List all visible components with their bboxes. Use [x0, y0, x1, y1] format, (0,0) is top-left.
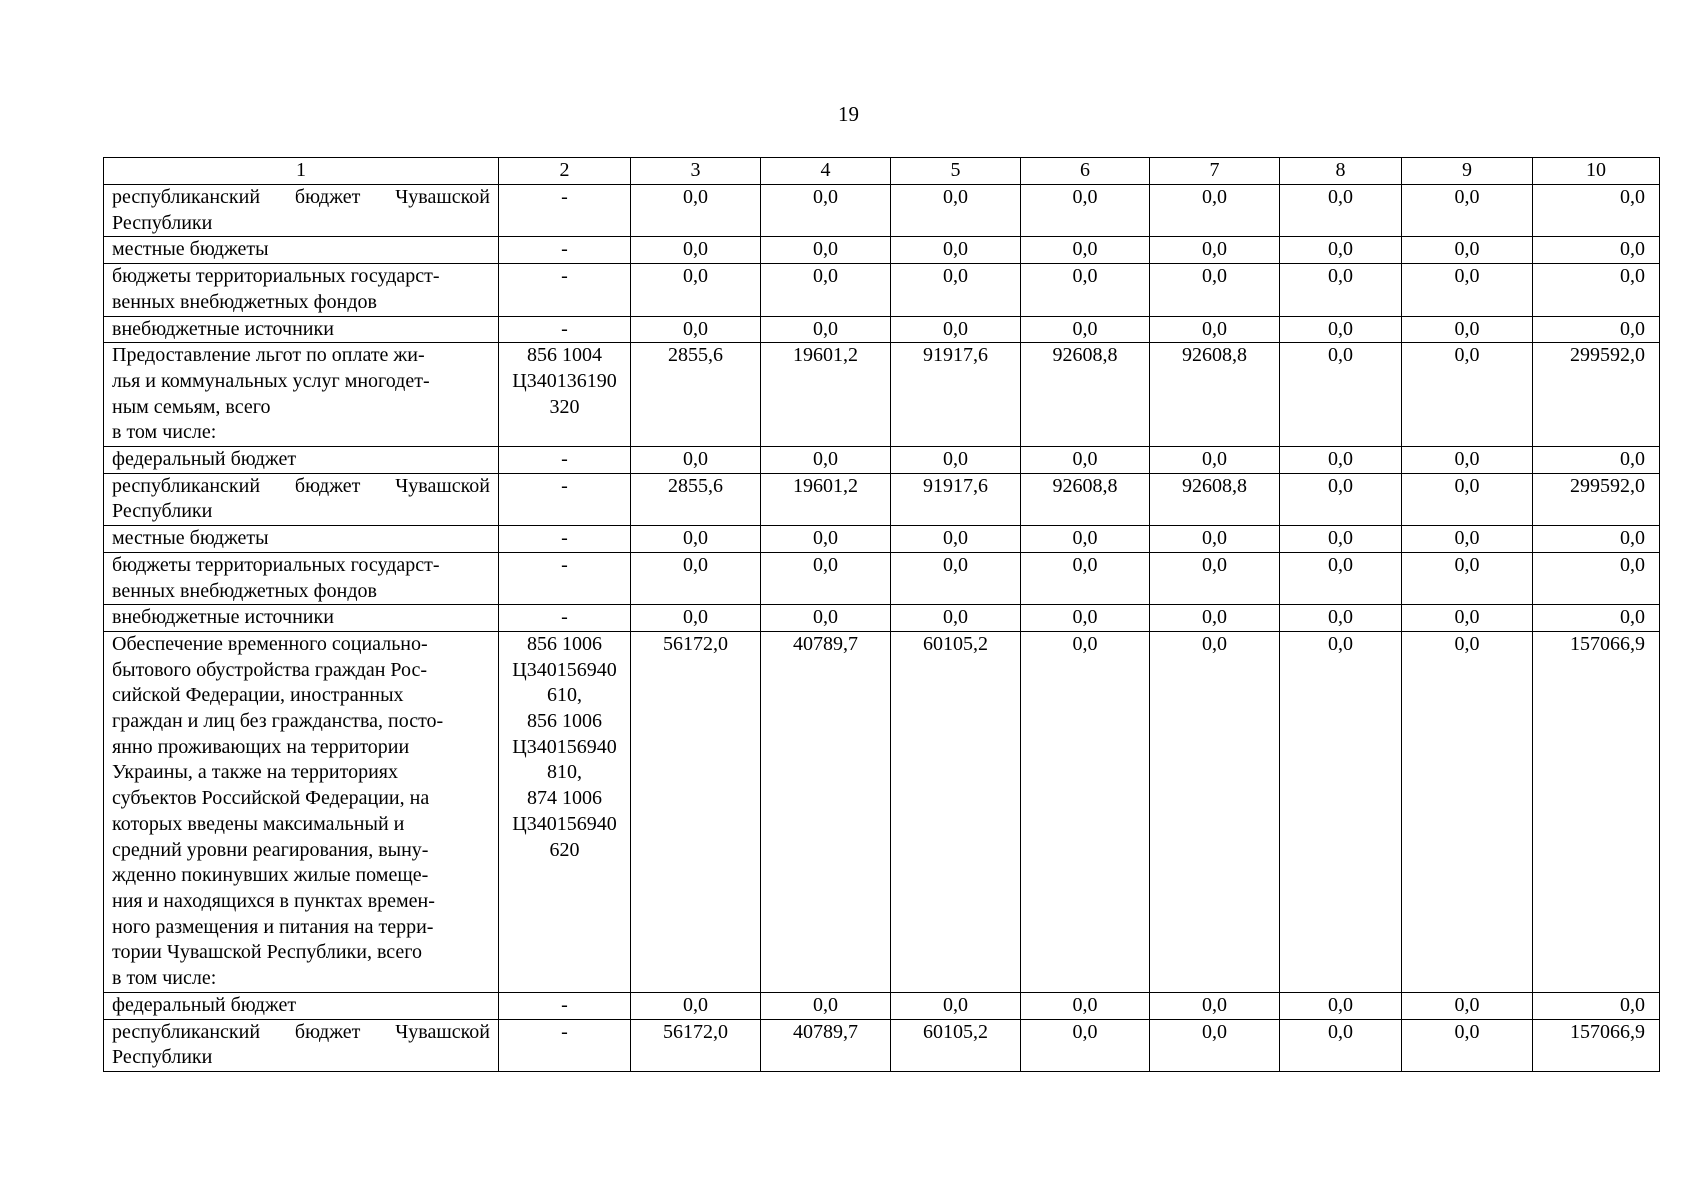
table-row: [104, 237, 1660, 264]
row-value-cell-8: 0,0: [1280, 343, 1402, 447]
row-value-cell-10: 0,0: [1533, 552, 1660, 604]
row-value-cell-9: 0,0: [1402, 552, 1533, 604]
row-value-cell-6: 0,0: [1021, 1019, 1150, 1071]
row-value-cell-4: 19601,2: [761, 343, 891, 447]
row-value-cell-6: 0,0: [1021, 526, 1150, 553]
table-row: [104, 447, 1660, 474]
column-header-2: 2: [499, 158, 631, 185]
row-value-cell-6: 0,0: [1021, 185, 1150, 237]
column-header-3: 3: [631, 158, 761, 185]
column-header-9: 9: [1402, 158, 1533, 185]
budget-table: [103, 157, 1660, 1072]
row-code-cell: -: [499, 526, 631, 553]
row-value-cell-9: 0,0: [1402, 631, 1533, 992]
row-value-cell-6: 0,0: [1021, 992, 1150, 1019]
row-name-cell: республиканский бюджет Чувашской Республики: [104, 185, 499, 237]
row-value-cell-10: 0,0: [1533, 992, 1660, 1019]
table-row: [104, 343, 1660, 447]
row-value-cell-10: 299592,0: [1533, 343, 1660, 447]
row-value-cell-9: 0,0: [1402, 237, 1533, 264]
row-code-cell: -: [499, 1019, 631, 1071]
row-value-cell-3: 0,0: [631, 526, 761, 553]
row-value-cell-8: 0,0: [1280, 473, 1402, 525]
row-value-cell-3: 0,0: [631, 237, 761, 264]
row-value-cell-6: 92608,8: [1021, 473, 1150, 525]
row-value-cell-9: 0,0: [1402, 1019, 1533, 1071]
row-value-cell-9: 0,0: [1402, 605, 1533, 632]
row-name-cell: внебюджетные источники: [104, 316, 499, 343]
column-header-5: 5: [891, 158, 1021, 185]
row-value-cell-4: 19601,2: [761, 473, 891, 525]
row-value-cell-7: 0,0: [1150, 552, 1280, 604]
row-value-cell-5: 0,0: [891, 316, 1021, 343]
row-name-cell: Обеспечение временного социально- бытового обустройства граждан Рос- сийской Федерации, иностранных граждан и лиц без гражданства, посто- янно проживающих на территории Украины, а также на территориях субъектов Российской Федерации, на которых введены максимальный и средний уровни реагирования, выну- жденно покинувших жилые помеще- ния и находящихся в пунктах времен- ного размещения и питания на терри- тории Чувашской Республики, всего в том числе:: [104, 631, 499, 992]
table-row: [104, 605, 1660, 632]
row-value-cell-5: 0,0: [891, 185, 1021, 237]
table-row: [104, 526, 1660, 553]
row-value-cell-5: 91917,6: [891, 473, 1021, 525]
row-value-cell-7: 92608,8: [1150, 343, 1280, 447]
row-value-cell-7: 0,0: [1150, 316, 1280, 343]
row-value-cell-5: 60105,2: [891, 1019, 1021, 1071]
row-value-cell-4: 0,0: [761, 526, 891, 553]
row-value-cell-8: 0,0: [1280, 316, 1402, 343]
row-value-cell-7: 0,0: [1150, 185, 1280, 237]
row-value-cell-10: 0,0: [1533, 237, 1660, 264]
row-value-cell-6: 0,0: [1021, 605, 1150, 632]
table-row: [104, 992, 1660, 1019]
row-value-cell-4: 0,0: [761, 447, 891, 474]
page-number: 19: [838, 102, 859, 126]
row-value-cell-3: 2855,6: [631, 473, 761, 525]
row-name-cell: республиканский бюджет Чувашской Республики: [104, 473, 499, 525]
row-value-cell-7: 0,0: [1150, 264, 1280, 316]
row-value-cell-6: 0,0: [1021, 237, 1150, 264]
row-value-cell-9: 0,0: [1402, 316, 1533, 343]
row-name-cell: местные бюджеты: [104, 237, 499, 264]
table-header: [104, 158, 1660, 185]
row-value-cell-7: 0,0: [1150, 992, 1280, 1019]
row-value-cell-3: 2855,6: [631, 343, 761, 447]
row-name-cell: федеральный бюджет: [104, 992, 499, 1019]
row-value-cell-9: 0,0: [1402, 447, 1533, 474]
row-code-cell: 856 1004 Ц340136190 320: [499, 343, 631, 447]
row-code-cell: -: [499, 552, 631, 604]
table-row: [104, 316, 1660, 343]
row-value-cell-10: 0,0: [1533, 447, 1660, 474]
row-value-cell-5: 0,0: [891, 552, 1021, 604]
row-value-cell-10: 157066,9: [1533, 1019, 1660, 1071]
row-value-cell-9: 0,0: [1402, 992, 1533, 1019]
row-value-cell-8: 0,0: [1280, 526, 1402, 553]
header-row: [104, 158, 1660, 185]
row-name-cell: бюджеты территориальных государст- венных внебюджетных фондов: [104, 552, 499, 604]
row-value-cell-6: 0,0: [1021, 316, 1150, 343]
row-value-cell-4: 0,0: [761, 237, 891, 264]
row-value-cell-5: 0,0: [891, 447, 1021, 474]
row-value-cell-6: 0,0: [1021, 552, 1150, 604]
row-value-cell-4: 0,0: [761, 185, 891, 237]
row-value-cell-4: 0,0: [761, 264, 891, 316]
row-value-cell-3: 0,0: [631, 264, 761, 316]
column-header-7: 7: [1150, 158, 1280, 185]
column-header-10: 10: [1533, 158, 1660, 185]
table-row: [104, 473, 1660, 525]
row-value-cell-10: 0,0: [1533, 185, 1660, 237]
row-value-cell-9: 0,0: [1402, 473, 1533, 525]
row-name-cell: республиканский бюджет Чувашской Республики: [104, 1019, 499, 1071]
row-value-cell-5: 0,0: [891, 237, 1021, 264]
row-value-cell-9: 0,0: [1402, 526, 1533, 553]
column-header-4: 4: [761, 158, 891, 185]
row-value-cell-3: 0,0: [631, 605, 761, 632]
row-value-cell-7: 0,0: [1150, 526, 1280, 553]
row-value-cell-5: 0,0: [891, 605, 1021, 632]
row-name-cell: Предоставление льгот по оплате жи- лья и коммунальных услуг многодет- ным семьям, всего в том числе:: [104, 343, 499, 447]
row-value-cell-8: 0,0: [1280, 237, 1402, 264]
row-value-cell-10: 299592,0: [1533, 473, 1660, 525]
row-value-cell-7: 0,0: [1150, 631, 1280, 992]
row-value-cell-8: 0,0: [1280, 447, 1402, 474]
row-value-cell-5: 0,0: [891, 264, 1021, 316]
row-value-cell-6: 0,0: [1021, 264, 1150, 316]
row-value-cell-6: 92608,8: [1021, 343, 1150, 447]
row-value-cell-10: 0,0: [1533, 526, 1660, 553]
row-value-cell-5: 91917,6: [891, 343, 1021, 447]
row-value-cell-3: 0,0: [631, 552, 761, 604]
row-value-cell-8: 0,0: [1280, 605, 1402, 632]
row-name-cell: внебюджетные источники: [104, 605, 499, 632]
table-row: [104, 1019, 1660, 1071]
row-value-cell-8: 0,0: [1280, 264, 1402, 316]
row-code-cell: -: [499, 605, 631, 632]
row-value-cell-9: 0,0: [1402, 185, 1533, 237]
row-value-cell-6: 0,0: [1021, 447, 1150, 474]
row-code-cell: -: [499, 473, 631, 525]
row-value-cell-9: 0,0: [1402, 264, 1533, 316]
table-row: [104, 552, 1660, 604]
row-code-cell: 856 1006 Ц340156940 610, 856 1006 Ц340156940 810, 874 1006 Ц340156940 620: [499, 631, 631, 992]
row-code-cell: -: [499, 264, 631, 316]
row-name-cell: бюджеты территориальных государст- венных внебюджетных фондов: [104, 264, 499, 316]
row-value-cell-4: 0,0: [761, 605, 891, 632]
row-code-cell: -: [499, 992, 631, 1019]
table-row: [104, 264, 1660, 316]
row-value-cell-7: 0,0: [1150, 1019, 1280, 1071]
row-code-cell: -: [499, 185, 631, 237]
row-value-cell-3: 0,0: [631, 185, 761, 237]
row-value-cell-3: 56172,0: [631, 1019, 761, 1071]
row-value-cell-4: 0,0: [761, 316, 891, 343]
row-name-cell: местные бюджеты: [104, 526, 499, 553]
row-value-cell-10: 157066,9: [1533, 631, 1660, 992]
row-value-cell-5: 60105,2: [891, 631, 1021, 992]
column-header-6: 6: [1021, 158, 1150, 185]
row-code-cell: -: [499, 447, 631, 474]
row-value-cell-3: 0,0: [631, 316, 761, 343]
column-header-8: 8: [1280, 158, 1402, 185]
row-value-cell-10: 0,0: [1533, 316, 1660, 343]
row-value-cell-3: 56172,0: [631, 631, 761, 992]
row-value-cell-10: 0,0: [1533, 264, 1660, 316]
row-value-cell-8: 0,0: [1280, 1019, 1402, 1071]
row-value-cell-7: 0,0: [1150, 237, 1280, 264]
row-value-cell-6: 0,0: [1021, 631, 1150, 992]
table-row: [104, 631, 1660, 992]
row-value-cell-10: 0,0: [1533, 605, 1660, 632]
row-value-cell-8: 0,0: [1280, 552, 1402, 604]
row-code-cell: -: [499, 237, 631, 264]
column-header-1: 1: [104, 158, 499, 185]
row-value-cell-8: 0,0: [1280, 185, 1402, 237]
table-body: [104, 185, 1660, 1072]
row-value-cell-7: 92608,8: [1150, 473, 1280, 525]
row-value-cell-4: 0,0: [761, 552, 891, 604]
row-value-cell-4: 0,0: [761, 992, 891, 1019]
row-value-cell-9: 0,0: [1402, 343, 1533, 447]
table-row: [104, 185, 1660, 237]
row-name-cell: федеральный бюджет: [104, 447, 499, 474]
row-value-cell-8: 0,0: [1280, 992, 1402, 1019]
row-code-cell: -: [499, 316, 631, 343]
row-value-cell-8: 0,0: [1280, 631, 1402, 992]
row-value-cell-3: 0,0: [631, 447, 761, 474]
row-value-cell-7: 0,0: [1150, 447, 1280, 474]
row-value-cell-7: 0,0: [1150, 605, 1280, 632]
row-value-cell-5: 0,0: [891, 992, 1021, 1019]
row-value-cell-5: 0,0: [891, 526, 1021, 553]
row-value-cell-3: 0,0: [631, 992, 761, 1019]
row-value-cell-4: 40789,7: [761, 1019, 891, 1071]
row-value-cell-4: 40789,7: [761, 631, 891, 992]
